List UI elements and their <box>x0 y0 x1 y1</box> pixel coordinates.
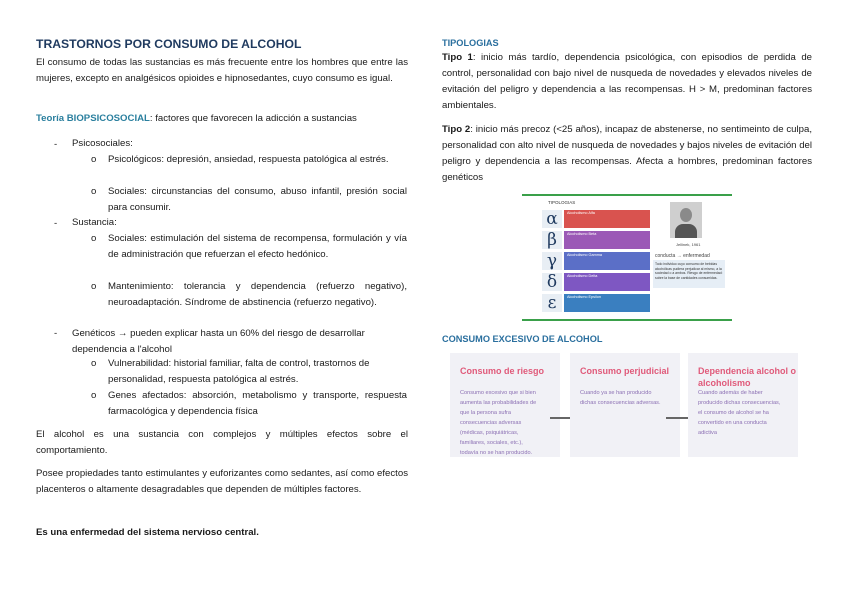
dependencia-text-2: producido dichas consecuencias, <box>698 400 781 406</box>
alpha-bar <box>564 210 650 228</box>
consumo-perjudicial-text-2: dichas consecuencias adversas. <box>580 400 661 406</box>
epsilon-label: Alcoholismo Epsilon <box>567 295 601 299</box>
intro-paragraph: El consumo de todas las sustancias es más frecuente entre los hombres que entre las mujeres, excepto en analgésicos opioides e hipnosedantes, cuyo consumo es igual. <box>36 57 408 84</box>
portrait-face <box>680 208 692 222</box>
dash-marker: - <box>54 328 58 339</box>
delta-label: Alcoholismo Delta <box>567 274 598 278</box>
tipo1-text: : inicio más tardío, dependencia psicológica, con episodios de perdida de control, personalidad con bajo nivel de nusqueda de novedades y elevados niveles de evitación del peligro y dependencia a las recompensas. H > M, predominan factores ambientales. <box>442 52 812 111</box>
consumo-riesgo-text-7: todavía no se han producido. <box>460 450 533 456</box>
theory-text: : factores que favorecen la adicción a sustancias <box>149 113 357 124</box>
consumo-riesgo-text-1: Consumo excesivo que si bien <box>460 390 536 396</box>
sustancia-heading: Sustancia: <box>72 217 117 228</box>
epsilon-glyph: ε <box>542 294 562 312</box>
beta-bar <box>564 231 650 249</box>
genes-item: Genes afectados: absorción, metabolismo y transporte, respuesta farmacológica y dependencia física <box>108 390 407 417</box>
theory-label: Teoría BIOPSICOSOCIAL <box>36 113 150 124</box>
dependencia-text-4: convertido en una conducta <box>698 420 767 426</box>
dash-marker: - <box>54 218 58 229</box>
figure-title: TIPOLOGIAS <box>548 200 576 205</box>
tipo2-text: : inicio más precoz (<25 años), incapaz de abstenerse, no sentimeinto de culpa, personalidad con alto nivel de nusqueda de novedades y bajos niveles de evitación del peligro y dependencia a las recompensas. Afecta a hombres, predominan factores genéticos <box>442 124 812 183</box>
dependencia-text-3: el consumo de alcohol se ha <box>698 410 769 416</box>
circle-marker: o <box>91 233 97 244</box>
beta-label: Alcoholismo Beta <box>567 232 597 236</box>
tipo1-paragraph <box>442 50 812 114</box>
portrait-photo <box>670 202 702 238</box>
tipo1-label: Tipo 1 <box>442 52 473 63</box>
paragraph-1: El alcohol es una sustancia con complejos y múltiples efectos sobre el comportamiento. <box>36 429 408 456</box>
document-title: TRASTORNOS POR CONSUMO DE ALCOHOL <box>36 37 302 51</box>
dependencia-box <box>688 353 798 457</box>
alpha-glyph: α <box>542 210 562 228</box>
consumo-riesgo-box <box>450 353 560 457</box>
dash-marker: - <box>54 139 58 150</box>
tipo2-paragraph <box>442 122 812 186</box>
dependencia-text-5: adictiva <box>698 430 717 436</box>
photo-caption: Jellinek, 1961 <box>676 242 701 247</box>
sociales-item-2: Sociales: estimulación del sistema de recompensa, formulación y vía de administración que refuerzan el efecto hedónico. <box>108 233 407 260</box>
circle-marker: o <box>91 390 97 401</box>
dependencia-title: Dependencia alcohol o alcoholismo <box>698 366 797 388</box>
arrow-caption: conducta → enfermedad <box>655 253 710 259</box>
vulnerabilidad-item: Vulnerabilidad: historial familiar, falta de control, trastornos de personalidad, respuesta patológica al estrés. <box>108 358 370 385</box>
psicologicos-item: Psicológicos: depresión, ansiedad, respuesta patológica al estrés. <box>108 154 389 165</box>
delta-glyph: δ <box>542 273 562 291</box>
portrait-body <box>675 224 697 238</box>
dependencia-text-1: Cuando además de haber <box>698 390 763 396</box>
psicosociales-heading: Psicosociales: <box>72 138 133 149</box>
consumo-riesgo-text-3: que la persona sufra <box>460 410 511 416</box>
figure-note: Todo individuo cuyo consumo de bebidas alcohólicas pudiera perjudicar al mismo, a la sociedad o a ambos. Riesgo de enfermedad: sobre la base de cantidades consumidas. <box>653 260 725 288</box>
circle-marker: o <box>91 186 97 197</box>
consumo-perjudicial-text-1: Cuando ya se han producido <box>580 390 652 396</box>
consumo-riesgo-title: Consumo de riesgo <box>460 366 545 376</box>
beta-glyph: β <box>542 231 562 249</box>
gamma-glyph: γ <box>542 252 562 270</box>
theory-line <box>36 111 408 127</box>
alpha-label: Alcoholismo Alfa <box>567 211 595 215</box>
consumo-riesgo-text-5: (médicas, psiquiátricas, <box>460 430 519 436</box>
consumo-riesgo-text-6: familiares, sociales, etc.), <box>460 440 523 446</box>
paragraph-3: Es una enfermedad del sistema nervioso central. <box>36 527 259 538</box>
consumo-perjudicial-title: Consumo perjudicial <box>580 366 670 376</box>
consumo-heading: CONSUMO EXCESIVO DE ALCOHOL <box>442 334 603 344</box>
consumo-riesgo-text-4: consecuencias adversas <box>460 420 522 426</box>
paragraph-2: Posee propiedades tanto estimulantes y euforizantes como sedantes, así como efectos placenteros o altamente desagradables que dependen de múltiples factores. <box>36 468 408 495</box>
geneticos-heading: Genéticos → pueden explicar hasta un 60% del riesgo de desarrollar dependencia a l'alcohol <box>72 328 365 355</box>
sociales-item-1: Sociales: circunstancias del consumo, abuso infantil, presión social para consumir. <box>108 186 407 213</box>
epsilon-bar <box>564 294 650 312</box>
circle-marker: o <box>91 154 97 165</box>
delta-bar <box>564 273 650 291</box>
consumo-perjudicial-box <box>570 353 680 457</box>
gamma-label: Alcoholismo Gamma <box>567 253 603 257</box>
gamma-bar <box>564 252 650 270</box>
tipo2-label: Tipo 2 <box>442 124 471 135</box>
mantenimiento-item: Mantenimiento: tolerancia y dependencia (refuerzo negativo), neuroadaptación. Síndrome de abstinencia (refuerzo negativo). <box>108 281 407 308</box>
circle-marker: o <box>91 281 97 292</box>
circle-marker: o <box>91 358 97 369</box>
consumo-riesgo-text-2: aumenta las probabilidades de <box>460 400 537 406</box>
tipologias-figure <box>522 194 732 321</box>
tipologias-heading: TIPOLOGIAS <box>442 38 499 48</box>
